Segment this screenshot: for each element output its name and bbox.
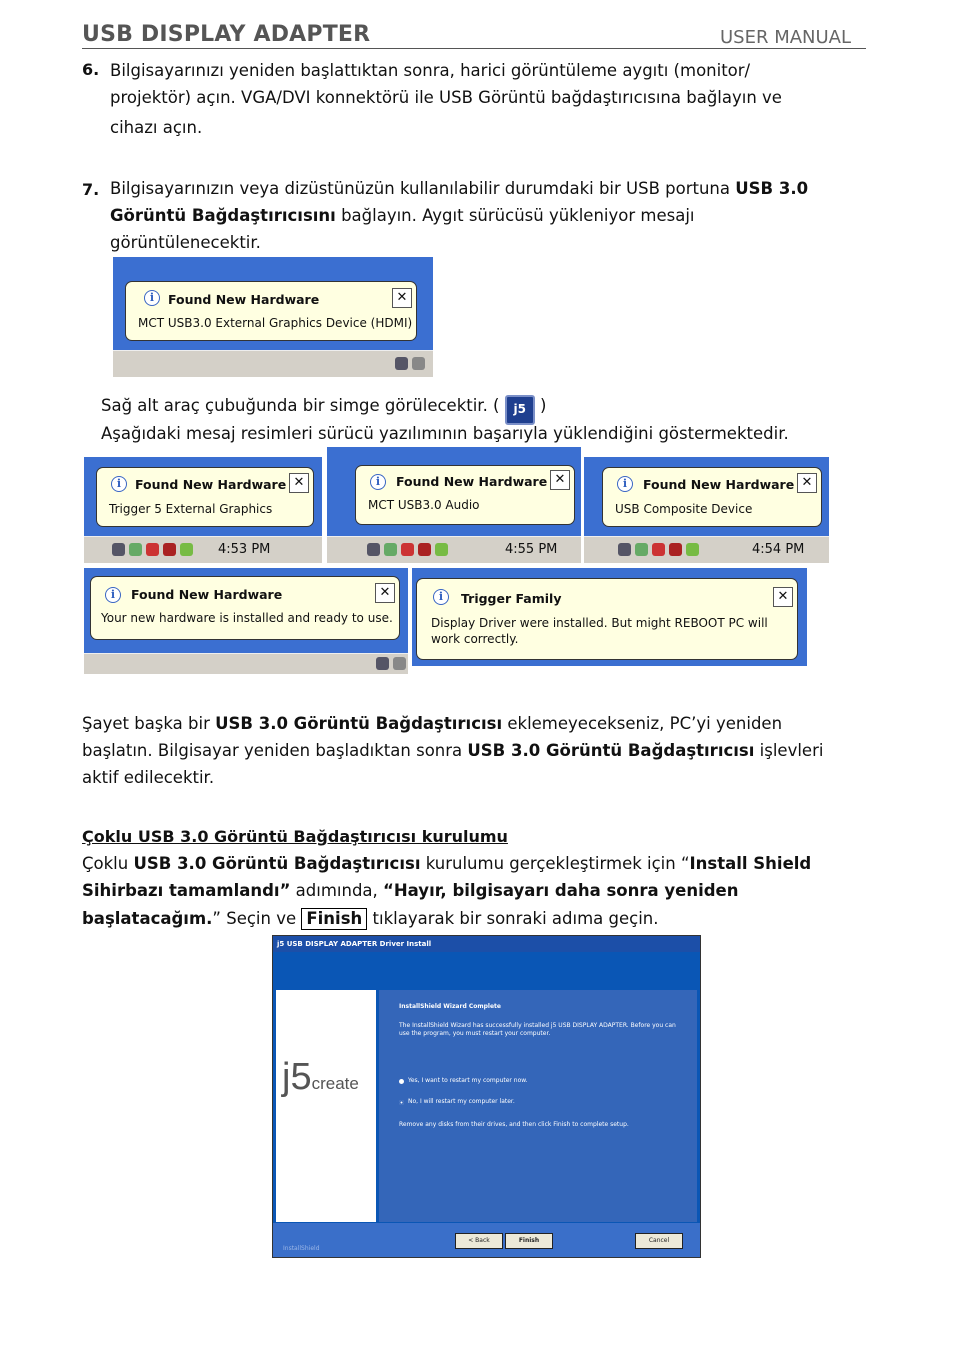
tray-line-text: Sağ alt araç çubuğunda bir simge görülecektir. ( (101, 396, 500, 415)
radio-no[interactable] (399, 1100, 404, 1105)
step-7-bold-2: Görüntü Bağdaştırıcısını (110, 206, 336, 225)
paragraph-bold: USB 3.0 Görüntü Bağdaştırıcısı (215, 714, 503, 733)
balloon-text: Display Driver were installed. But might REBOOT PC will work correctly. (431, 616, 768, 646)
balloon-title: Found New Hardware (131, 587, 283, 602)
balloon-title: Found New Hardware (135, 477, 287, 492)
multi-text: ” Seçin ve (212, 909, 302, 928)
close-icon[interactable]: ✕ (392, 288, 412, 308)
taskbar-tray (113, 350, 433, 377)
restart-paragraph-line-1 (82, 710, 782, 737)
multi-bold: Sihirbazı tamamlandı” (82, 881, 291, 900)
step-7-line-2 (110, 202, 695, 229)
document-section-label: USER MANUAL (720, 27, 852, 48)
multi-line-3 (82, 905, 658, 932)
restart-paragraph-line-3: aktif edilecektir. (82, 768, 215, 787)
dialog-title-bar: j5 USB DISPLAY ADAPTER Driver Install (273, 936, 700, 952)
balloon-text: USB Composite Device (615, 502, 753, 516)
info-icon: i (105, 587, 121, 603)
finish-button[interactable]: Finish (505, 1233, 553, 1249)
paragraph-bold: USB 3.0 Görüntü Bağdaştırıcısı (467, 741, 755, 760)
close-icon[interactable]: ✕ (797, 473, 817, 493)
step-6-line-2: projektör) açın. VGA/DVI konnektörü ile USB Görüntü bağdaştırıcısına bağlayın ve (110, 88, 782, 107)
step-7-number: 7. (82, 180, 100, 199)
tray-line-close: ) (540, 396, 547, 415)
notification-balloon (125, 281, 417, 341)
notification-balloon (96, 467, 314, 527)
info-icon: i (111, 476, 127, 492)
close-icon[interactable]: ✕ (773, 587, 793, 607)
notification-balloon (90, 576, 400, 640)
notification-balloon (602, 467, 822, 527)
paragraph-text: başlatın. Bilgisayar yeniden başladıktan sonra (82, 741, 468, 760)
dialog-logo-panel (276, 990, 376, 1222)
multi-bold: başlatacağım. (82, 909, 213, 928)
dialog-body-1: The InstallShield Wizard has successfully installed j5 USB DISPLAY ADAPTER. Before you can (399, 1022, 676, 1029)
dialog-button-bar (273, 1223, 700, 1257)
header-divider (82, 48, 866, 49)
finish-button-label: Finish (301, 908, 367, 930)
back-button[interactable]: < Back (455, 1233, 503, 1249)
step-7-line-3: görüntülenecektir. (110, 233, 261, 252)
tray-icons (618, 543, 699, 557)
close-icon[interactable]: ✕ (289, 473, 309, 493)
taskbar-tray (584, 536, 829, 563)
balloon-title: Found New Hardware (168, 292, 320, 307)
balloon-title: Trigger Family (461, 591, 562, 606)
multi-bold: USB 3.0 Görüntü Bağdaştırıcısı (133, 854, 421, 873)
taskbar-tray (84, 653, 408, 674)
document-title: USB DISPLAY ADAPTER (82, 22, 371, 47)
dialog-heading: InstallShield Wizard Complete (399, 1003, 501, 1010)
radio-yes-label: Yes, I want to restart my computer now. (408, 1077, 528, 1084)
tray-clock: 4:53 PM (218, 542, 271, 557)
dialog-body-2: use the program, you must restart your computer. (399, 1030, 551, 1037)
close-icon[interactable]: ✕ (550, 470, 570, 490)
info-icon: i (433, 589, 449, 605)
info-icon: i (617, 476, 633, 492)
step-7-line-1 (110, 175, 808, 202)
paragraph-text: işlevleri (754, 741, 824, 760)
balloon-text: Trigger 5 External Graphics (109, 502, 273, 516)
info-icon: i (144, 290, 160, 306)
step-7-text: Bilgisayarınızın veya dizüstünüzün kullanılabilir durumdaki bir USB portuna (110, 179, 736, 198)
radio-yes[interactable] (399, 1079, 404, 1084)
tray-icons (395, 357, 425, 371)
balloon-screenshot-3 (584, 457, 829, 563)
multi-adapter-heading: Çoklu USB 3.0 Görüntü Bağdaştırıcısı kurulumu (82, 827, 508, 846)
multi-bold: “Hayır, bilgisayarı daha sonra yeniden (383, 881, 739, 900)
tray-clock: 4:55 PM (505, 542, 558, 557)
taskbar-tray (327, 536, 581, 563)
j5-tray-icon: j5 (505, 395, 535, 425)
balloon-title: Found New Hardware (643, 477, 795, 492)
balloon-screenshot-2 (327, 447, 581, 563)
step-6-number: 6. (82, 60, 100, 79)
multi-bold: Install Shield (689, 854, 812, 873)
message-line: Aşağıdaki mesaj resimleri sürücü yazılımının başarıyla yüklendiğini göstermektedir. (101, 424, 789, 443)
multi-text: adımında, (290, 881, 384, 900)
multi-text: tıklayarak bir sonraki adıma geçin. (367, 909, 659, 928)
dialog-content-panel (379, 990, 697, 1222)
multi-line-2 (82, 877, 739, 904)
paragraph-text: eklemeyecekseniz, PC’yi yeniden (502, 714, 783, 733)
balloon-text: MCT USB3.0 Audio (368, 498, 480, 512)
step-7-text-2: bağlayın. Aygıt sürücüsü yükleniyor mesajı (335, 206, 695, 225)
j5-logo: j5create (282, 1056, 359, 1098)
step-6-line-3: cihazı açın. (110, 118, 203, 137)
balloon-text: Your new hardware is installed and ready to use. (101, 611, 393, 625)
restart-paragraph-line-2 (82, 737, 823, 764)
multi-line-1 (82, 850, 811, 877)
balloon-title: Found New Hardware (396, 474, 548, 489)
multi-text: kurulumu gerçekleştirmek için “ (420, 854, 690, 873)
taskbar-tray (84, 536, 322, 563)
notification-balloon (416, 578, 798, 660)
balloon-screenshot-5 (412, 568, 807, 666)
dialog-body-3: Remove any disks from their drives, and then click Finish to complete setup. (399, 1121, 629, 1128)
step-6-line-1: Bilgisayarınızı yeniden başlattıktan sonra, harici görüntüleme aygıtı (monitor/ (110, 61, 751, 80)
notification-balloon (355, 465, 575, 525)
multi-text: Çoklu (82, 854, 134, 873)
radio-no-label: No, I will restart my computer later. (408, 1098, 515, 1105)
paragraph-text: Şayet başka bir (82, 714, 216, 733)
tray-icons (376, 657, 406, 671)
close-icon[interactable]: ✕ (375, 583, 395, 603)
info-icon: i (370, 474, 386, 490)
install-wizard-screenshot (272, 935, 701, 1258)
tray-icons (367, 543, 448, 557)
tray-icons (112, 543, 193, 557)
cancel-button[interactable]: Cancel (635, 1233, 683, 1249)
balloon-text: MCT USB3.0 External Graphics Device (HDMI) (138, 316, 413, 330)
balloon-screenshot-1 (84, 457, 322, 563)
installshield-brand: InstallShield (283, 1245, 320, 1252)
tray-clock: 4:54 PM (752, 542, 805, 557)
balloon-screenshot-4 (84, 568, 408, 674)
step-7-bold: USB 3.0 (735, 179, 809, 198)
found-hardware-screenshot (113, 257, 433, 377)
